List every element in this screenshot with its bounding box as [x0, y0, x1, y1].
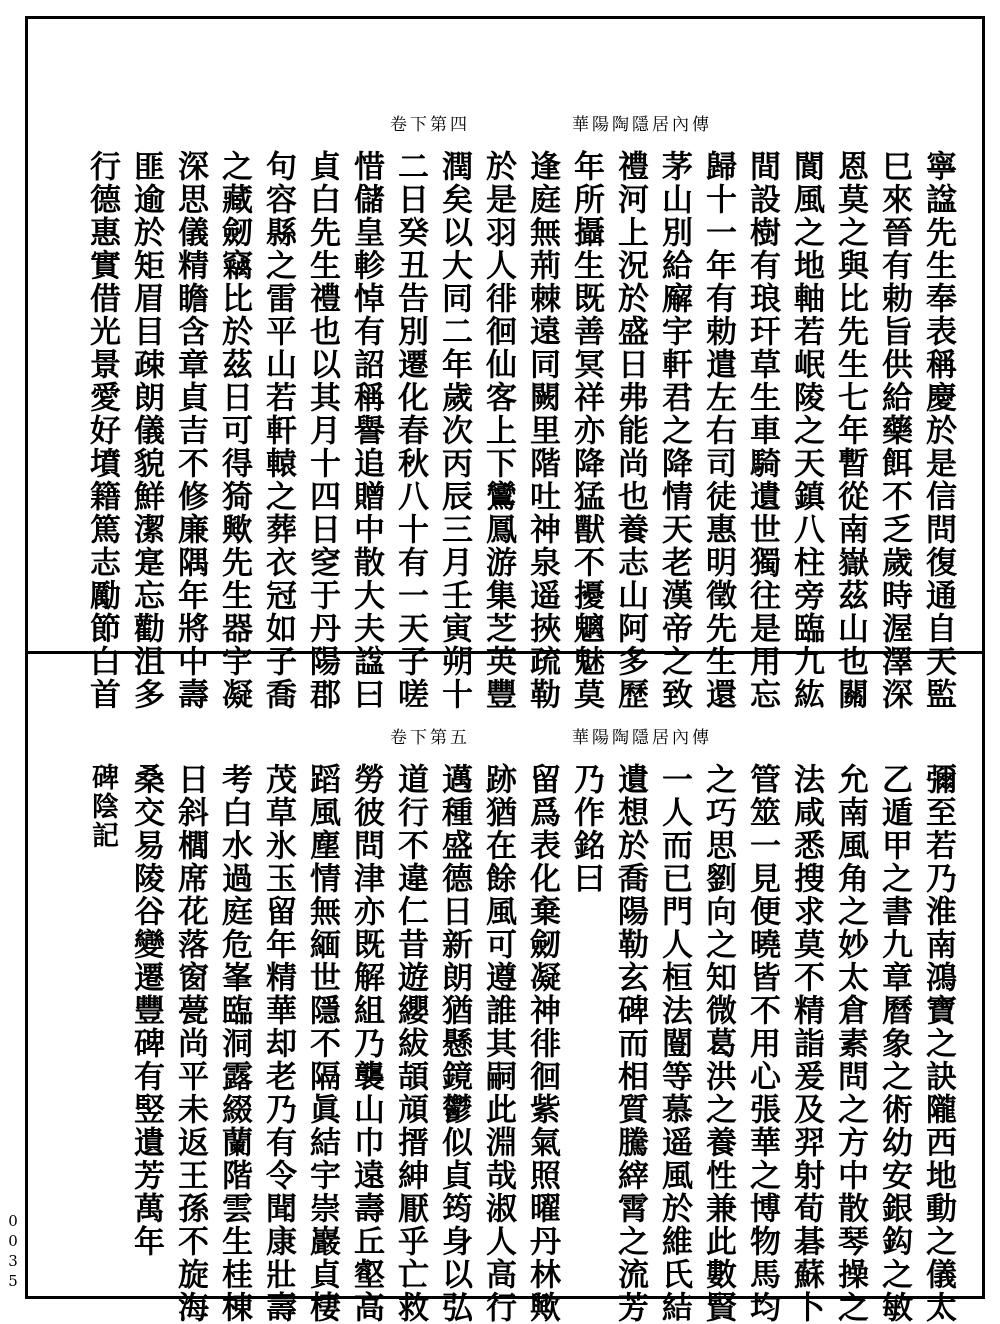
text-column: 遺想於喬陽勒玄碑而相質騰縡霄之流芳	[612, 763, 648, 1324]
text-column: 管筮一見便曉皆不用心張華之博物馬均	[744, 763, 780, 1324]
text-column: 道行不違仁昔遊纓紱頡頏搢紳厭乎亡救	[392, 763, 428, 1324]
text-column: 勞彼問津亦既解組乃襲山巾遠壽丘壑高	[348, 763, 384, 1324]
text-column: 之巧思劉向之知微葛洪之養性兼此數賢	[700, 763, 736, 1324]
text-column: 惜儲皇軫悼有詔稱譽追贈中散大夫諡曰	[348, 150, 384, 711]
text-column: 寧諡先生奉表稱慶於是信問復通自天監	[920, 150, 956, 711]
bottom-header-title: 華陽陶隱居內傳	[572, 728, 712, 748]
top-panel	[60, 110, 960, 711]
text-column: 歸十一年有勅遣左右司徒惠明徵先生還	[700, 150, 736, 711]
text-column: 邁種盛德日新朗猶懸鏡鬱似貞筠身以弘	[436, 763, 472, 1324]
text-column: 禮河上況於盛日弗能尚也養志山阿多歷	[612, 150, 648, 711]
text-column: 深思儀精瞻含章貞吉不修廉隅年將中壽	[172, 150, 208, 711]
page-number: 0035	[4, 1212, 22, 1292]
text-column: 潤矣以大同二年歲次丙辰三月壬寅朔十	[436, 150, 472, 711]
bottom-header-volume: 卷下第五	[390, 728, 470, 748]
text-column: 句容縣之雷平山若軒轅之葬衣冠如子喬	[260, 150, 296, 711]
text-column: 間設樹有琅玕草生車騎遺世獨往是用忘	[744, 150, 780, 711]
text-column: 年所攝生既善冥祥亦降猛獸不擾魑魅莫	[568, 150, 604, 711]
text-column: 乙遁甲之書九章曆象之術幼安銀鈎之敏	[876, 763, 912, 1324]
text-column: 考白水過庭危峯臨洞露綴蘭階雲生桂棟	[216, 763, 252, 1324]
bottom-panel	[60, 723, 960, 1324]
text-column: 乃作銘曰	[568, 763, 604, 895]
text-column: 貞白先生禮也以其月十四日窆于丹陽郡	[304, 150, 340, 711]
stele-record-title: 碑陰記	[87, 763, 118, 850]
text-column: 行德惠實借光景愛好墳籍篤志勵節白首	[84, 150, 120, 711]
text-column: 二日癸丑告別遷化春秋八十有一天子嗟	[392, 150, 428, 711]
text-column: 日斜櫚席花落窗甍尚平未返王孫不旋海	[172, 763, 208, 1324]
text-column: 彌至若乃淮南鴻寶之訣隴西地動之儀太	[920, 763, 956, 1324]
bottom-text-columns	[60, 763, 960, 1324]
text-column: 於是羽人徘徊仙客上下鸞鳳游集芝英豐	[480, 150, 516, 711]
text-column: 閬風之地軸若岷陵之天鎮八柱旁臨九紘	[788, 150, 824, 711]
text-column: 茂草氷玉留年精華却老乃有令聞康壯壽	[260, 763, 296, 1324]
top-running-header	[60, 110, 960, 134]
top-header-volume: 卷下第四	[390, 115, 470, 135]
top-text-columns	[60, 150, 960, 711]
text-column: 之藏劒竊比於茲日可得猗歟先生器宇凝	[216, 150, 252, 711]
top-header-title: 華陽陶隱居內傳	[572, 115, 712, 135]
text-column: 桑交易陵谷變遷豐碑有竪遺芳萬年	[128, 763, 164, 1258]
text-column: 蹈風塵情無緬世隱不隔眞結宇崇巖貞棲	[304, 763, 340, 1324]
text-column: 逢庭無荊棘遠同闕里階吐神泉遥挾疏勒	[524, 150, 560, 711]
text-column: 留爲表化棄劒凝神徘徊紫氣照曜丹林歟	[524, 763, 560, 1324]
text-column: 巳來晉有勅旨供給藥餌不乏歲時渥澤深	[876, 150, 912, 711]
text-column: 允南風角之妙太倉素問之方中散琴操之	[832, 763, 868, 1324]
text-column: 恩莫之與比先生七年暫從南嶽茲山也關	[832, 150, 868, 711]
text-column: 跡猶在餘風可遵誰其嗣此淵哉淑人高行	[480, 763, 516, 1324]
bottom-running-header	[60, 723, 960, 747]
text-column: 匪逾於矩眉目疎朗儀貌鮮潔寔忘勸沮多	[128, 150, 164, 711]
text-column: 法咸悉搜求莫不精詣爰及羿射荀碁蘇卜	[788, 763, 824, 1324]
text-column: 一人而已門人桓法闓等慕遥風於維氏結	[656, 763, 692, 1324]
text-column: 茅山別給廨宇軒君之降情天老漢帝之致	[656, 150, 692, 711]
